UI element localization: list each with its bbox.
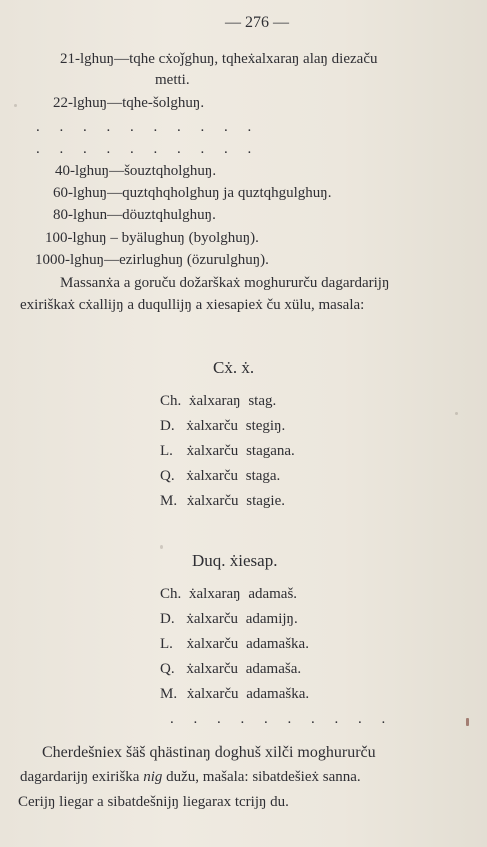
paragraph-2-line-1: Cherdešniex šäš qhästinaŋ doghuš xilči moghururču	[42, 744, 376, 761]
noun-form: stagie.	[246, 493, 285, 509]
word-form: ẋalxarču	[186, 636, 239, 652]
numeral-80-line: 80-lghun—döuztqhulghuŋ.	[53, 207, 216, 223]
paragraph-1-line-1: Massanẋa a goruču dožarškaẋ moghururču dagardarijŋ	[60, 275, 390, 291]
numeral-1000-line: 1000-lghuŋ—ezirlughuŋ (özurulghuŋ).	[35, 252, 269, 268]
case-label: L.	[160, 636, 173, 652]
paper-speck	[455, 412, 458, 415]
case-label: Q.	[160, 468, 175, 484]
ellipsis-row-2: . . . . . . . . . .	[36, 141, 260, 157]
case-label: M.	[160, 686, 178, 702]
noun-form: staga.	[245, 468, 281, 484]
word-form: ẋalxarču	[186, 468, 238, 484]
word-form: ẋalxarču	[186, 611, 238, 627]
table-2-heading: Duq. ẋiesap.	[192, 551, 278, 570]
ellipsis-row-1: . . . . . . . . . .	[36, 119, 260, 135]
table-row	[160, 585, 297, 603]
case-label: Ch.	[160, 586, 182, 602]
word-form: ẋalxarču	[186, 493, 239, 509]
paper-speck	[160, 545, 163, 549]
table-row	[160, 467, 280, 485]
case-label: L.	[160, 443, 173, 459]
noun-form: adamaška.	[246, 686, 310, 702]
noun-form: stagana.	[246, 443, 295, 459]
paragraph-2-line-3: Cerijŋ liegar a sibatdešnijŋ liegarax tcrijŋ du.	[18, 794, 289, 810]
word-form: ẋalxaraŋ	[189, 586, 241, 602]
page-number: — 276 —	[225, 14, 289, 31]
table-row	[160, 392, 276, 410]
paragraph-2-line-2	[20, 768, 361, 786]
paper-speck	[14, 104, 17, 107]
noun-form: stag.	[248, 393, 277, 409]
numeral-21-line: 21-lghuŋ—tqhe cẋoǰghuŋ, tqheẋalxaraŋ alaŋ diezaču	[60, 51, 378, 67]
table-row	[160, 610, 298, 628]
noun-form: adamaša.	[245, 661, 302, 677]
numeral-22-line: 22-lghuŋ—tqhe-šolghuŋ.	[53, 95, 205, 111]
word-form: ẋalxarču	[186, 443, 239, 459]
case-label: D.	[160, 418, 175, 434]
word-form: ẋalxarču	[186, 661, 238, 677]
table-row	[160, 442, 295, 460]
table-row	[160, 685, 309, 703]
numeral-21-continuation: metti.	[155, 72, 190, 88]
paper-speck	[466, 718, 469, 726]
paragraph-2-text-pre: dagardarijŋ exiriška	[20, 769, 144, 785]
case-label: M.	[160, 493, 178, 509]
noun-form: stegiŋ.	[245, 418, 286, 434]
table-row	[160, 417, 285, 435]
noun-form: adamaš.	[248, 586, 298, 602]
word-form: ẋalxaraŋ	[189, 393, 241, 409]
table-row	[160, 492, 285, 510]
numeral-40-line: 40-lghuŋ—šouztqholghuŋ.	[55, 163, 217, 179]
paragraph-1-line-2: exiriškaẋ cẋallijŋ a duqullijŋ a xiesapieẋ ču xülu, masala:	[20, 297, 365, 313]
ellipsis-row-3: . . . . . . . . . .	[170, 711, 394, 727]
noun-form: adamaška.	[246, 636, 309, 652]
case-label: D.	[160, 611, 175, 627]
case-label: Q.	[160, 661, 175, 677]
word-form: ẋalxarču	[186, 686, 239, 702]
noun-form: adamijŋ.	[245, 611, 298, 627]
numeral-60-line: 60-lghuŋ—quztqhqholghuŋ ja quztqhgulghuŋ.	[53, 185, 332, 201]
numeral-100-line: 100-lghuŋ – byälughuŋ (byolghuŋ).	[45, 230, 259, 246]
table-row	[160, 635, 309, 653]
case-label: Ch.	[160, 393, 182, 409]
table-row	[160, 660, 301, 678]
paragraph-2-italic-word: nig	[143, 769, 163, 785]
table-1-heading: Cẋ. ẋ.	[213, 358, 255, 377]
word-form: ẋalxarču	[186, 418, 238, 434]
paragraph-2-text-post: dužu, mašala: sibatdešieẋ sanna.	[162, 769, 361, 785]
